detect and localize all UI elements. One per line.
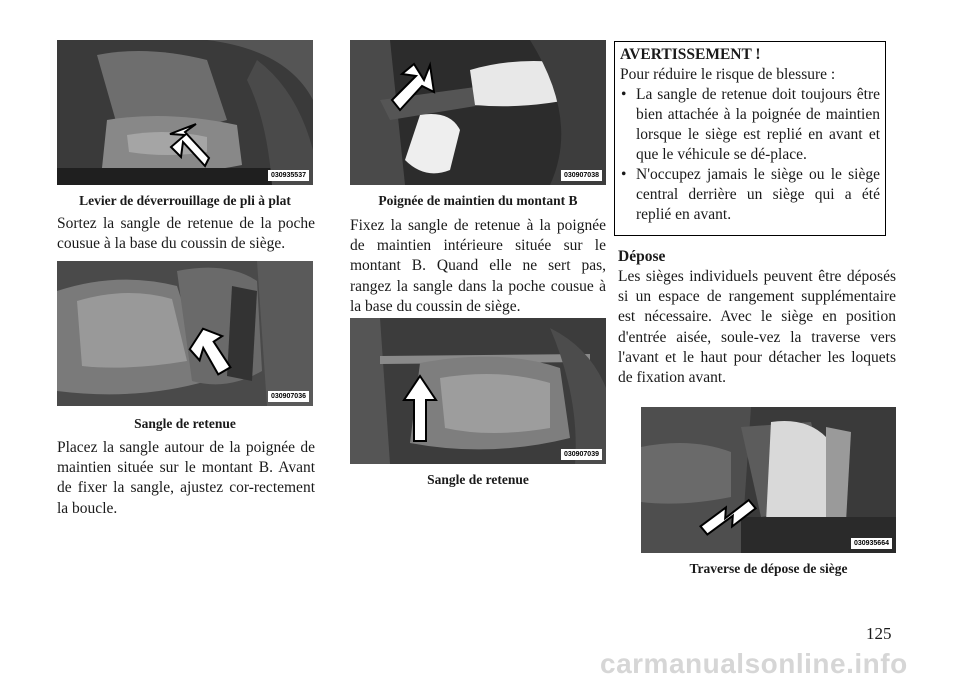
figure-b-pillar-handle-photo <box>350 40 606 185</box>
seat-photo-illustration <box>641 407 896 553</box>
bullet-icon: • <box>621 86 627 103</box>
paragraph: Placez la sangle autour de la poignée de maintien située sur le montant B. Avant de fixer la sangle, ajustez cor-rectement la boucle. <box>57 439 315 517</box>
warning-item <box>620 165 880 225</box>
bullet-icon: • <box>621 166 627 183</box>
section-heading: Dépose <box>618 248 666 265</box>
warning-box <box>614 41 886 236</box>
warning-title: AVERTISSEMENT ! <box>620 46 761 63</box>
warning-intro: Pour réduire le risque de blessure : <box>620 66 836 83</box>
figure-code: 030907036 <box>268 391 309 402</box>
hand-strap-photo-illustration <box>350 40 606 185</box>
figure-code: 030907039 <box>561 449 602 460</box>
figure-restraint-strap-attached-photo <box>350 318 606 464</box>
paragraph: Les sièges individuels peuvent être déposés si un espace de rangement supplémentaire est nécessaire. Avec le siège en position d'entrée aisée, soule-vez la traverse vers l'avant et le haut pour détacher les loquets de fixation avant. <box>618 268 896 387</box>
warning-item <box>620 85 880 165</box>
figure-caption: Sangle de retenue <box>134 416 236 431</box>
seat-photo-illustration <box>57 40 313 185</box>
page-number: 125 <box>866 624 892 643</box>
figure-caption: Levier de déverrouillage de pli à plat <box>79 193 291 208</box>
watermark: carmanualsonline.info <box>600 648 908 679</box>
figure-caption: Traverse de dépose de siège <box>689 561 848 576</box>
warning-item-text: La sangle de retenue doit toujours être bien attachée à la poignée de maintien lorsque le siège est replié en avant et que le véhicule se dé-place. <box>636 86 880 163</box>
warning-item-text: N'occupez jamais le siège ou le siège central derrière un siège qui a été replié en avant. <box>636 166 880 223</box>
paragraph: Fixez la sangle de retenue à la poignée de maintien intérieure située sur le montant B. Quand elle ne sert pas, rangez la sangle dans la poche cousue à la base du coussin de siège. <box>350 217 606 315</box>
figure-caption: Poignée de maintien du montant B <box>378 193 578 208</box>
figure-code: 030907038 <box>561 170 602 181</box>
paragraph: Sortez la sangle de retenue de la poche cousue à la base du coussin de siège. <box>57 215 315 253</box>
figure-seat-removal-bar-photo <box>641 407 896 553</box>
seat-photo-illustration <box>57 261 313 406</box>
figure-caption: Sangle de retenue <box>427 472 529 487</box>
figure-code: 030935537 <box>268 170 309 181</box>
figure-restraint-strap-photo <box>57 261 313 406</box>
warning-list <box>620 85 880 225</box>
figure-fold-flat-lever-photo <box>57 40 313 185</box>
seat-photo-illustration <box>350 318 606 464</box>
figure-code: 030935664 <box>851 538 892 549</box>
